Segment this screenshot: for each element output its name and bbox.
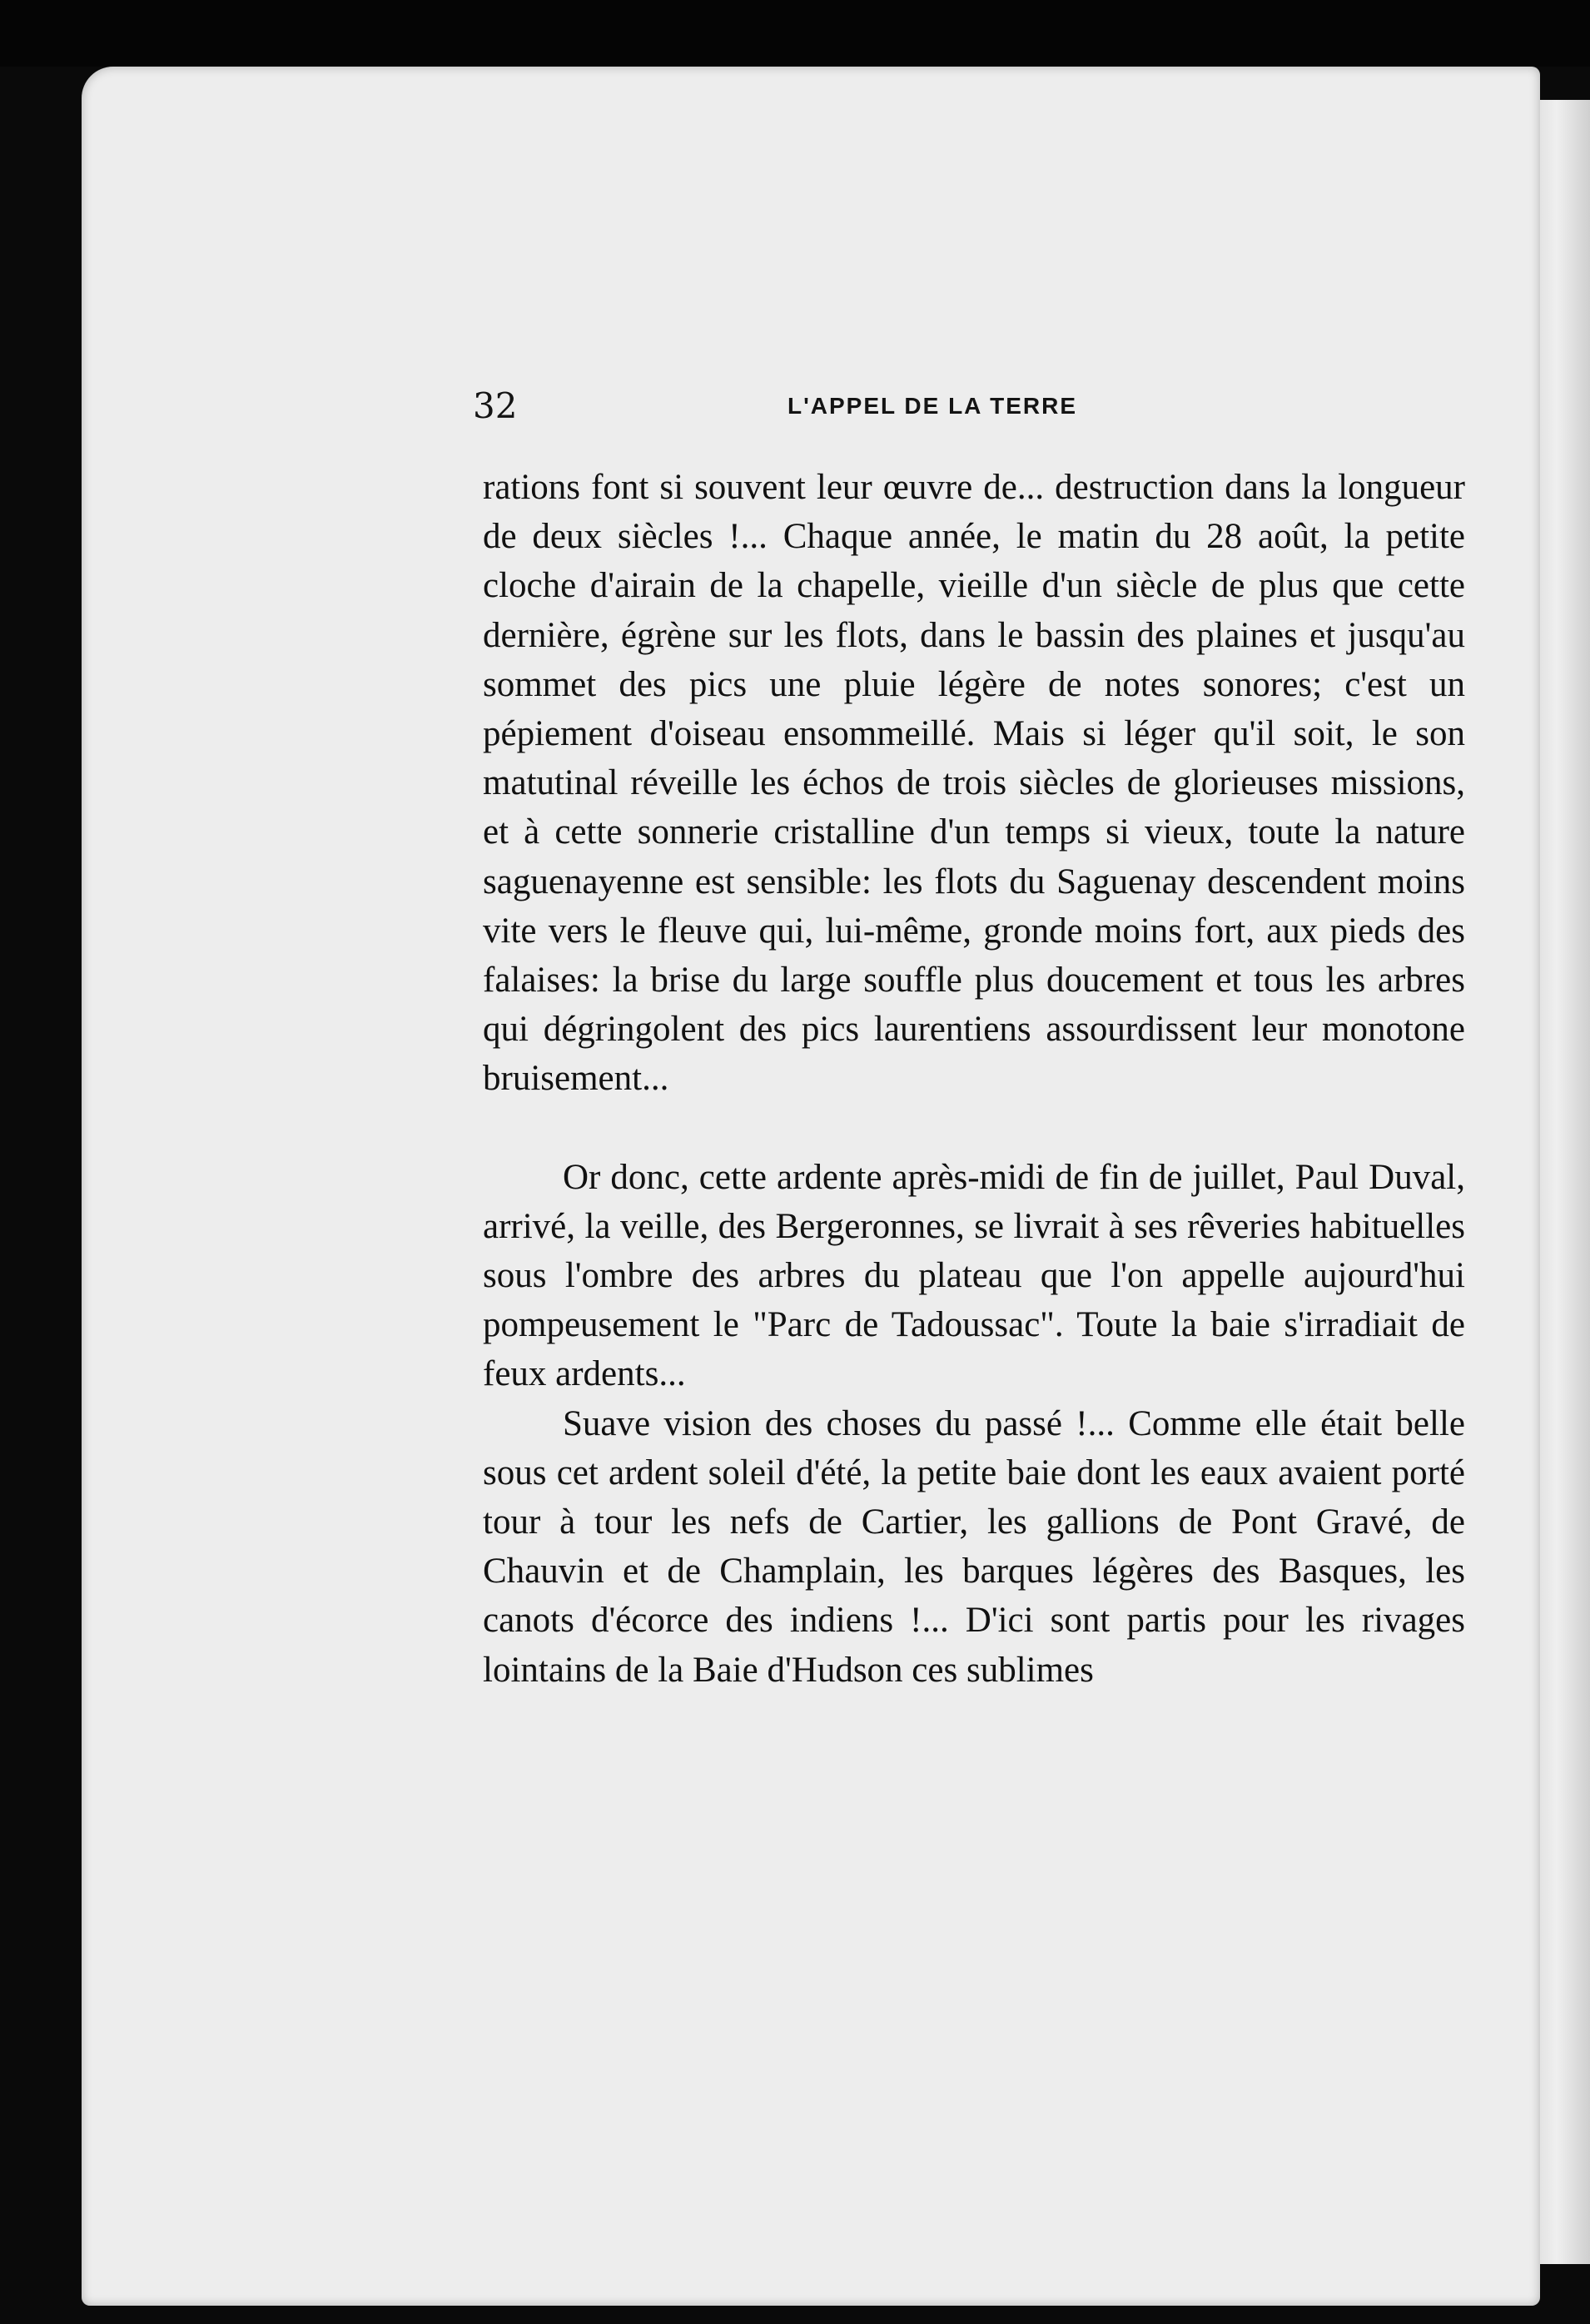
page-number: 32 [473, 385, 518, 426]
paragraph-continued: rations font si souvent leur œuvre de... destruction dans la longueur de deux siècles !... Chaque année, le matin du 28 août, la petite cloche d'airain de la chapelle, vieille d'un siècle de plus que cette dernière, égrène sur les flots, dans le bassin des plaines et jusqu'au sommet des pics une pluie légère de notes sonores; c'est un pépiement d'oiseau ensommeillé. Mais si léger qu'il soit, le son matutinal réveille les échos de trois siècles de glorieuses missions, et à cette sonnerie cristalline d'un temps si vieux, toute la nature saguenayenne est sensible: les flots du Saguenay descendent moins vite vers le fleuve qui, lui-même, gronde moins fort, aux pieds des falaises: la brise du large souffle plus doucement et tous les arbres qui dégringolent des pics laurentiens assourdissent leur monotone bruisement... [483, 468, 1465, 1099]
page-header [473, 383, 1155, 430]
paragraph: Suave vision des choses du passé !... Comme elle était belle sous cet ardent soleil d'été, la petite baie dont les eaux avaient porté tour à tour les nefs de Cartier, les gallions de Pont Gravé, de Chauvin et de Champlain, les barques légères des Basques, les canots d'écorce des indiens !... D'ici sont partis pour les rivages lointains de la Baie d'Hudson ces sublimes [483, 1403, 1465, 1690]
scan-top-margin [0, 0, 1590, 67]
running-title: L'APPEL DE LA TERRE [788, 393, 1078, 419]
paragraph: Or donc, cette ardente après-midi de fin de juillet, Paul Duval, arrivé, la veille, des Bergeronnes, se livrait à ses rêveries habituelles sous l'ombre des arbres du plateau que l'on appelle aujourd'hui pompeusement le "Parc de Tadoussac". Toute la baie s'irradiait de feux ardents... [483, 1157, 1465, 1394]
page-body [483, 463, 1465, 1695]
